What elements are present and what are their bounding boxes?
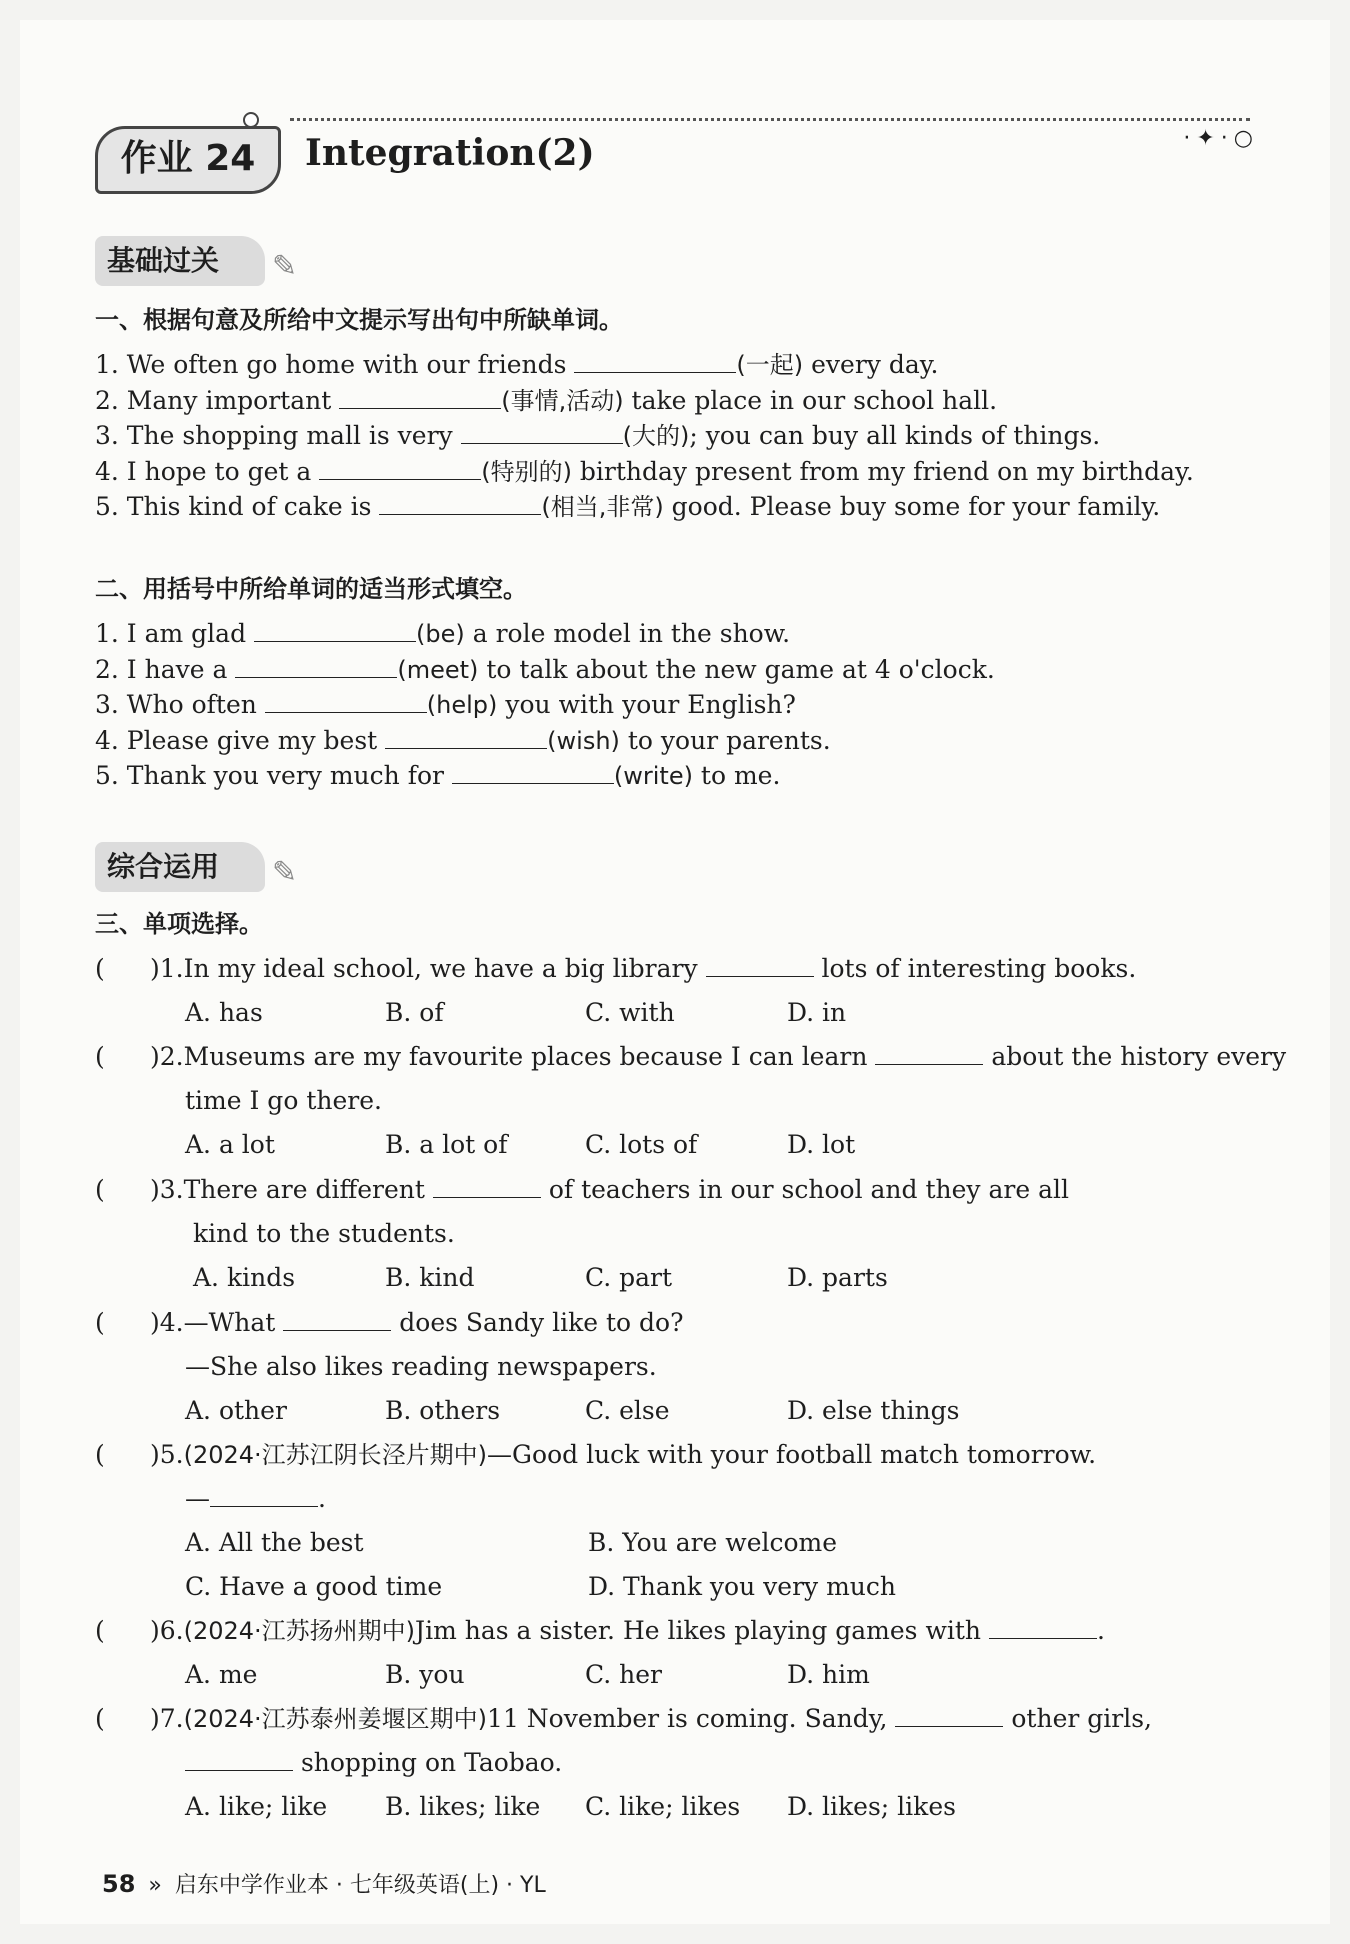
- question-source: (2024·江苏扬州期中): [183, 1617, 416, 1645]
- item-hint: (meet): [397, 655, 479, 684]
- item-text: 2. I have a: [95, 654, 236, 684]
- stem-text: Museums are my favourite places because I can learn: [183, 1042, 876, 1071]
- question-stem: [150, 1438, 1096, 1472]
- answer-blank[interactable]: [461, 421, 623, 444]
- section-label-basic: [95, 236, 297, 286]
- fill-item: [95, 653, 995, 687]
- answer-blank[interactable]: [574, 350, 736, 373]
- stem-text: about the history every: [983, 1042, 1287, 1071]
- item-text: 1. We often go home with our friends: [95, 350, 575, 379]
- question-number: )7.: [150, 1704, 184, 1733]
- question-number: )2.: [150, 1042, 184, 1071]
- question-number: )3.: [150, 1175, 184, 1204]
- option-choice[interactable]: C. lots of: [585, 1130, 698, 1159]
- fill-item: [95, 348, 939, 382]
- answer-paren[interactable]: (: [95, 1616, 105, 1645]
- question-stem-cont: [185, 1746, 562, 1780]
- answer-paren[interactable]: (: [95, 1704, 105, 1733]
- stem-text: shopping on Taobao.: [293, 1748, 563, 1777]
- question-stem: [150, 1040, 1286, 1074]
- item-text: to me.: [692, 761, 781, 790]
- question-number: )1.: [150, 954, 184, 983]
- question-stem: [150, 1702, 1152, 1736]
- fill-item: [95, 384, 997, 418]
- book-title: 启东中学作业本 · 七年级英语(上) · YL: [174, 1873, 546, 1898]
- stem-text: of teachers in our school and they are all: [540, 1175, 1069, 1204]
- item-hint: (be): [416, 620, 465, 648]
- item-text: to talk about the new game at 4 o'clock.: [478, 654, 995, 684]
- option-choice[interactable]: C. with: [585, 998, 675, 1027]
- item-text: 5. Thank you very much for: [95, 761, 452, 790]
- answer-blank[interactable]: [319, 457, 481, 480]
- answer-blank[interactable]: [989, 1616, 1097, 1639]
- section-label-applied: [95, 842, 297, 892]
- fill-item: [95, 490, 1160, 524]
- question-stem: [150, 1306, 683, 1340]
- item-text: 4. I hope to get a: [95, 456, 320, 486]
- item-text: 3. The shopping mall is very: [95, 421, 461, 450]
- section-label-text: 基础过关: [107, 244, 220, 277]
- option-choice[interactable]: B. kind: [385, 1263, 475, 1292]
- dotted-divider: [290, 118, 1250, 121]
- item-text: 2. Many important: [95, 385, 340, 415]
- option-choice[interactable]: C. like; likes: [585, 1792, 741, 1821]
- question-stem: [150, 1614, 1105, 1648]
- option-choice[interactable]: D. parts: [787, 1263, 888, 1292]
- answer-blank[interactable]: [235, 655, 397, 678]
- double-chevron-icon: »: [148, 1873, 162, 1898]
- answer-blank[interactable]: [706, 954, 814, 977]
- stem-text: .: [318, 1484, 326, 1513]
- section-label-text: 综合运用: [107, 850, 220, 883]
- item-text: good. Please buy some for your family.: [663, 492, 1161, 521]
- assignment-badge: 作业 24: [95, 126, 281, 194]
- question-number: )4.: [150, 1308, 184, 1337]
- item-text: 5. This kind of cake is: [95, 492, 380, 521]
- option-choice[interactable]: B. likes; like: [385, 1792, 541, 1821]
- stem-text: 11 November is coming. Sandy,: [487, 1704, 896, 1733]
- option-choice[interactable]: A. All the best: [185, 1528, 364, 1557]
- answer-blank[interactable]: [385, 726, 547, 749]
- item-text: birthday present from my friend on my birthday.: [571, 456, 1194, 486]
- question-stem: [150, 1173, 1069, 1207]
- fill-item: [95, 617, 790, 651]
- answer-blank[interactable]: [339, 386, 501, 409]
- sparkle-icon: ·✦·○: [1183, 126, 1259, 151]
- pencil-icon: ✎: [271, 855, 297, 890]
- option-choice[interactable]: A. like; like: [185, 1792, 328, 1821]
- answer-paren[interactable]: (: [95, 1308, 105, 1337]
- stem-text: In my ideal school, we have a big library: [183, 954, 706, 983]
- option-choice[interactable]: D. in: [787, 998, 847, 1027]
- answer-blank[interactable]: [875, 1042, 983, 1065]
- item-text: every day.: [803, 350, 939, 379]
- option-choice[interactable]: B. You are welcome: [588, 1528, 838, 1557]
- answer-blank[interactable]: [452, 761, 614, 784]
- part1-heading: 一、根据句意及所给中文提示写出句中所缺单词。: [95, 306, 623, 334]
- question-stem-cont: kind to the students.: [193, 1219, 455, 1248]
- stem-text: Jim has a sister. He likes playing games with: [415, 1616, 989, 1645]
- answer-blank[interactable]: [895, 1704, 1003, 1727]
- option-choice[interactable]: C. her: [585, 1660, 662, 1689]
- stem-text: —What: [183, 1308, 284, 1337]
- stem-text: .: [1096, 1616, 1105, 1645]
- fill-item: [95, 724, 831, 758]
- option-choice[interactable]: A. other: [185, 1396, 287, 1425]
- stem-text: —: [185, 1484, 210, 1513]
- option-choice[interactable]: D. him: [787, 1660, 870, 1689]
- item-text: a role model in the show.: [464, 619, 791, 648]
- question-stem: [150, 952, 1136, 986]
- option-choice[interactable]: A. kinds: [193, 1263, 296, 1292]
- option-choice[interactable]: D. likes; likes: [787, 1792, 956, 1821]
- item-text: you with your English?: [497, 690, 796, 719]
- option-choice[interactable]: D. Thank you very much: [588, 1572, 896, 1601]
- question-source: (2024·江苏江阴长泾片期中): [183, 1441, 488, 1469]
- item-hint: (特别的): [481, 457, 572, 486]
- answer-blank[interactable]: [265, 690, 427, 713]
- question-source: (2024·江苏泰州姜堰区期中): [183, 1705, 488, 1733]
- item-text: ; you can buy all kinds of things.: [689, 421, 1101, 450]
- item-text: 3. Who often: [95, 690, 265, 719]
- ring-icon: [243, 112, 259, 128]
- part3-heading: 三、单项选择。: [95, 910, 263, 938]
- item-text: 1. I am glad: [95, 619, 255, 648]
- item-hint: (大的): [622, 422, 690, 450]
- page-number: 58: [102, 1870, 136, 1898]
- option-choice[interactable]: A. me: [185, 1660, 258, 1689]
- stem-text: does Sandy like to do?: [391, 1308, 684, 1337]
- stem-text: —Good luck with your football match tomorrow.: [487, 1440, 1097, 1469]
- page-footer: [102, 1868, 546, 1899]
- item-hint: (相当,非常): [541, 493, 664, 521]
- answer-paren[interactable]: (: [95, 1175, 105, 1204]
- stem-text: There are different: [183, 1175, 433, 1204]
- item-hint: (事情,活动): [501, 386, 624, 415]
- answer-paren[interactable]: (: [95, 1042, 105, 1071]
- fill-item: [95, 419, 1100, 453]
- question-number: )6.: [150, 1616, 184, 1645]
- item-hint: (一起): [736, 351, 804, 379]
- item-text: to your parents.: [619, 725, 831, 755]
- question-stem-cont: time I go there.: [185, 1086, 382, 1115]
- answer-blank[interactable]: [433, 1175, 541, 1198]
- option-choice[interactable]: D. else things: [787, 1396, 960, 1425]
- option-choice[interactable]: B. others: [385, 1396, 501, 1425]
- answer-blank[interactable]: [210, 1484, 318, 1507]
- stem-text: other girls,: [1003, 1704, 1152, 1733]
- option-choice[interactable]: B. a lot of: [385, 1130, 508, 1159]
- item-text: take place in our school hall.: [623, 385, 998, 415]
- option-choice[interactable]: C. else: [585, 1396, 670, 1425]
- option-choice[interactable]: C. part: [585, 1263, 673, 1292]
- option-choice[interactable]: D. lot: [787, 1130, 856, 1159]
- option-choice[interactable]: A. has: [185, 998, 263, 1027]
- assignment-title: Integration(2): [305, 132, 595, 174]
- option-choice[interactable]: A. a lot: [185, 1130, 275, 1159]
- option-choice[interactable]: B. of: [385, 998, 444, 1027]
- option-choice[interactable]: B. you: [385, 1660, 465, 1689]
- answer-blank[interactable]: [185, 1748, 293, 1771]
- item-hint: (wish): [547, 726, 620, 755]
- answer-paren[interactable]: (: [95, 1440, 105, 1469]
- fill-item: [95, 759, 780, 793]
- part2-heading: 二、用括号中所给单词的适当形式填空。: [95, 575, 527, 603]
- item-hint: (help): [426, 691, 498, 719]
- assignment-header: [95, 96, 1275, 196]
- answer-blank[interactable]: [283, 1308, 391, 1331]
- answer-paren[interactable]: (: [95, 954, 105, 983]
- question-number: )5.: [150, 1440, 184, 1469]
- fill-item: [95, 688, 796, 722]
- option-choice[interactable]: C. Have a good time: [185, 1572, 443, 1601]
- question-stem-cont: —She also likes reading newspapers.: [185, 1352, 657, 1381]
- stem-text: lots of interesting books.: [813, 954, 1137, 983]
- fill-item: [95, 455, 1194, 489]
- question-stem-cont: [185, 1482, 326, 1516]
- answer-blank[interactable]: [379, 492, 541, 515]
- item-text: 4. Please give my best: [95, 725, 386, 755]
- pencil-icon: ✎: [271, 249, 297, 284]
- answer-blank[interactable]: [254, 619, 416, 642]
- item-hint: (write): [613, 762, 693, 790]
